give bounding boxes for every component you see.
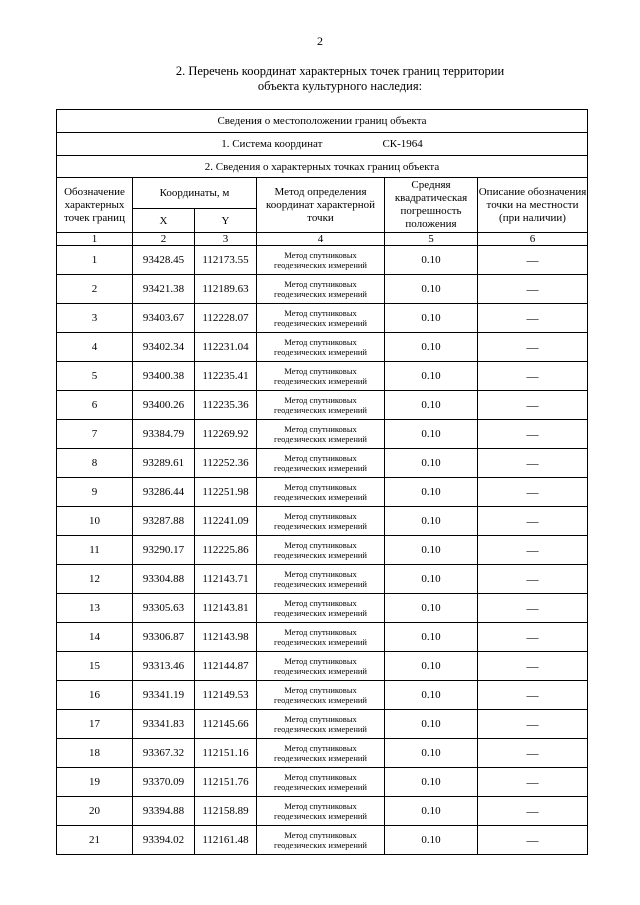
column-number: 6 — [478, 233, 588, 246]
error-cell: 0.10 — [385, 449, 478, 478]
error-cell: 0.10 — [385, 246, 478, 275]
table-row — [57, 797, 588, 826]
error-cell: 0.10 — [385, 652, 478, 681]
header-method: Метод определения координат характерной точки — [257, 178, 385, 233]
point-number: 18 — [57, 739, 133, 768]
coord-x: 93402.34 — [133, 333, 195, 362]
description-cell: — — [478, 478, 588, 507]
method-cell: Метод спутниковых геодезических измерений — [257, 362, 385, 391]
description-cell: — — [478, 623, 588, 652]
method-cell: Метод спутниковых геодезических измерений — [257, 710, 385, 739]
table-row — [57, 304, 588, 333]
table-row — [57, 681, 588, 710]
description-cell: — — [478, 565, 588, 594]
coord-y: 112143.98 — [195, 623, 257, 652]
coord-y: 112252.36 — [195, 449, 257, 478]
table-title-row — [57, 110, 588, 133]
method-cell: Метод спутниковых геодезических измерений — [257, 594, 385, 623]
method-cell: Метод спутниковых геодезических измерений — [257, 565, 385, 594]
coord-x: 93304.88 — [133, 565, 195, 594]
points-info-row — [57, 156, 588, 178]
method-cell: Метод спутниковых геодезических измерений — [257, 826, 385, 855]
method-cell: Метод спутниковых геодезических измерений — [257, 768, 385, 797]
coord-x: 93286.44 — [133, 478, 195, 507]
point-number: 16 — [57, 681, 133, 710]
coord-y: 112144.87 — [195, 652, 257, 681]
coord-system-value: СК-1964 — [382, 138, 423, 150]
coord-y: 112161.48 — [195, 826, 257, 855]
header-coordinates: Координаты, м — [133, 178, 257, 209]
page-number: 2 — [317, 34, 323, 48]
coord-y: 112145.66 — [195, 710, 257, 739]
heading-line-2: объекта культурного наследия: — [257, 79, 423, 93]
point-number: 13 — [57, 594, 133, 623]
table-row — [57, 565, 588, 594]
coord-y: 112241.09 — [195, 507, 257, 536]
table-row — [57, 449, 588, 478]
header-designation: Обозначение характерных точек границ — [57, 178, 133, 233]
coord-x: 93394.88 — [133, 797, 195, 826]
table-row — [57, 768, 588, 797]
point-number: 3 — [57, 304, 133, 333]
header-x: X — [133, 209, 195, 233]
coordinates-table — [56, 109, 588, 855]
table-row — [57, 594, 588, 623]
description-cell: — — [478, 739, 588, 768]
error-cell: 0.10 — [385, 594, 478, 623]
point-number: 12 — [57, 565, 133, 594]
coord-x: 93428.45 — [133, 246, 195, 275]
point-number: 9 — [57, 478, 133, 507]
coord-system-cell — [57, 133, 588, 156]
table-row — [57, 710, 588, 739]
point-number: 4 — [57, 333, 133, 362]
error-cell: 0.10 — [385, 362, 478, 391]
method-cell: Метод спутниковых геодезических измерений — [257, 275, 385, 304]
description-cell: — — [478, 681, 588, 710]
coord-system-label: 1. Система координат — [221, 138, 323, 150]
point-number: 21 — [57, 826, 133, 855]
coord-system-row — [57, 133, 588, 156]
description-cell: — — [478, 594, 588, 623]
description-cell: — — [478, 536, 588, 565]
description-cell: — — [478, 797, 588, 826]
coord-x: 93421.38 — [133, 275, 195, 304]
column-number: 2 — [133, 233, 195, 246]
coord-x: 93394.02 — [133, 826, 195, 855]
table-row — [57, 420, 588, 449]
coord-y: 112149.53 — [195, 681, 257, 710]
coord-x: 93289.61 — [133, 449, 195, 478]
method-cell: Метод спутниковых геодезических измерений — [257, 420, 385, 449]
points-info: 2. Сведения о характерных точках границ объекта — [57, 156, 588, 178]
coord-y: 112228.07 — [195, 304, 257, 333]
error-cell: 0.10 — [385, 826, 478, 855]
description-cell: — — [478, 362, 588, 391]
point-number: 8 — [57, 449, 133, 478]
error-cell: 0.10 — [385, 275, 478, 304]
table-row — [57, 652, 588, 681]
error-cell: 0.10 — [385, 420, 478, 449]
coord-x: 93306.87 — [133, 623, 195, 652]
error-cell: 0.10 — [385, 333, 478, 362]
error-cell: 0.10 — [385, 507, 478, 536]
error-cell: 0.10 — [385, 478, 478, 507]
method-cell: Метод спутниковых геодезических измерений — [257, 449, 385, 478]
table-title: Сведения о местоположении границ объекта — [57, 110, 588, 133]
description-cell: — — [478, 652, 588, 681]
coord-y: 112189.63 — [195, 275, 257, 304]
coord-x: 93400.26 — [133, 391, 195, 420]
table-row — [57, 333, 588, 362]
description-cell: — — [478, 304, 588, 333]
coord-y: 112235.36 — [195, 391, 257, 420]
method-cell: Метод спутниковых геодезических измерений — [257, 333, 385, 362]
table-row — [57, 826, 588, 855]
table-row — [57, 391, 588, 420]
coord-y: 112173.55 — [195, 246, 257, 275]
coord-y: 112151.16 — [195, 739, 257, 768]
coord-x: 93370.09 — [133, 768, 195, 797]
description-cell: — — [478, 449, 588, 478]
error-cell: 0.10 — [385, 304, 478, 333]
point-number: 7 — [57, 420, 133, 449]
column-number: 4 — [257, 233, 385, 246]
point-number: 2 — [57, 275, 133, 304]
error-cell: 0.10 — [385, 536, 478, 565]
table-row — [57, 275, 588, 304]
description-cell: — — [478, 826, 588, 855]
description-cell: — — [478, 333, 588, 362]
table-row — [57, 623, 588, 652]
error-cell: 0.10 — [385, 768, 478, 797]
header-description: Описание обозначения точки на местности (при наличии) — [478, 178, 588, 233]
coord-y: 112143.71 — [195, 565, 257, 594]
method-cell: Метод спутниковых геодезических измерений — [257, 797, 385, 826]
section-heading — [140, 64, 540, 94]
coord-y: 112235.41 — [195, 362, 257, 391]
column-number: 5 — [385, 233, 478, 246]
coord-y: 112225.86 — [195, 536, 257, 565]
coord-y: 112251.98 — [195, 478, 257, 507]
error-cell: 0.10 — [385, 565, 478, 594]
coord-x: 93290.17 — [133, 536, 195, 565]
method-cell: Метод спутниковых геодезических измерений — [257, 246, 385, 275]
header-y: Y — [195, 209, 257, 233]
description-cell: — — [478, 710, 588, 739]
coord-x: 93341.19 — [133, 681, 195, 710]
header-row-1 — [57, 178, 588, 209]
point-number: 17 — [57, 710, 133, 739]
description-cell: — — [478, 275, 588, 304]
coord-y: 112158.89 — [195, 797, 257, 826]
column-numbers-row — [57, 233, 588, 246]
table-row — [57, 739, 588, 768]
method-cell: Метод спутниковых геодезических измерений — [257, 478, 385, 507]
coord-y: 112269.92 — [195, 420, 257, 449]
method-cell: Метод спутниковых геодезических измерений — [257, 739, 385, 768]
column-number: 3 — [195, 233, 257, 246]
header-error: Средняя квадратическая погрешность положения — [385, 178, 478, 233]
table-row — [57, 478, 588, 507]
point-number: 6 — [57, 391, 133, 420]
description-cell: — — [478, 768, 588, 797]
coord-x: 93287.88 — [133, 507, 195, 536]
coord-x: 93400.38 — [133, 362, 195, 391]
coord-x: 93313.46 — [133, 652, 195, 681]
point-number: 11 — [57, 536, 133, 565]
method-cell: Метод спутниковых геодезических измерений — [257, 304, 385, 333]
error-cell: 0.10 — [385, 391, 478, 420]
method-cell: Метод спутниковых геодезических измерений — [257, 652, 385, 681]
heading-line-1: 2. Перечень координат характерных точек границ территории — [175, 64, 505, 78]
point-number: 20 — [57, 797, 133, 826]
table-row — [57, 507, 588, 536]
point-number: 19 — [57, 768, 133, 797]
coord-x: 93341.83 — [133, 710, 195, 739]
point-number: 10 — [57, 507, 133, 536]
error-cell: 0.10 — [385, 623, 478, 652]
error-cell: 0.10 — [385, 710, 478, 739]
coord-y: 112231.04 — [195, 333, 257, 362]
coord-y: 112143.81 — [195, 594, 257, 623]
point-number: 5 — [57, 362, 133, 391]
coord-x: 93367.32 — [133, 739, 195, 768]
column-number: 1 — [57, 233, 133, 246]
description-cell: — — [478, 246, 588, 275]
error-cell: 0.10 — [385, 681, 478, 710]
point-number: 1 — [57, 246, 133, 275]
coord-x: 93305.63 — [133, 594, 195, 623]
table-row — [57, 536, 588, 565]
error-cell: 0.10 — [385, 739, 478, 768]
table-row — [57, 246, 588, 275]
coord-y: 112151.76 — [195, 768, 257, 797]
method-cell: Метод спутниковых геодезических измерений — [257, 681, 385, 710]
point-number: 15 — [57, 652, 133, 681]
point-number: 14 — [57, 623, 133, 652]
method-cell: Метод спутниковых геодезических измерений — [257, 391, 385, 420]
description-cell: — — [478, 420, 588, 449]
method-cell: Метод спутниковых геодезических измерений — [257, 536, 385, 565]
description-cell: — — [478, 507, 588, 536]
coord-x: 93384.79 — [133, 420, 195, 449]
description-cell: — — [478, 391, 588, 420]
method-cell: Метод спутниковых геодезических измерений — [257, 623, 385, 652]
method-cell: Метод спутниковых геодезических измерений — [257, 507, 385, 536]
error-cell: 0.10 — [385, 797, 478, 826]
coord-x: 93403.67 — [133, 304, 195, 333]
table-row — [57, 362, 588, 391]
